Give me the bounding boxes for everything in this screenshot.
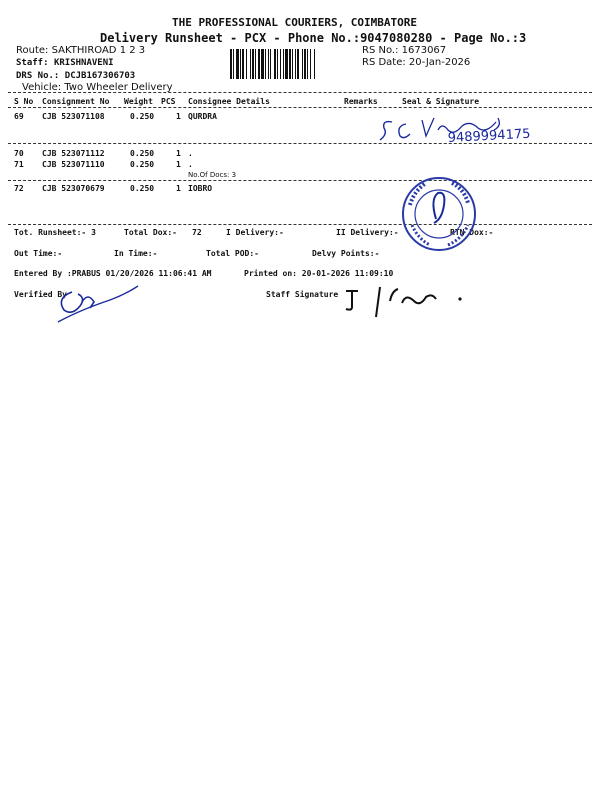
barcode (230, 49, 358, 79)
header-top-rule (8, 92, 592, 93)
rtn-dox: RTN Dox:- (450, 228, 494, 237)
barcode-bar (283, 49, 284, 79)
staff-signature-mark (344, 283, 468, 319)
barcode-bar (302, 49, 303, 79)
vehicle-label: Vehicle: (22, 82, 62, 93)
header-bottom-rule (8, 107, 592, 108)
delvy-points: Delvy Points:- (312, 249, 380, 258)
row-71-rule (8, 180, 592, 181)
barcode-bar (265, 49, 266, 79)
row-72-consignment: CJB 523070679 (42, 184, 105, 193)
barcode-bar (289, 49, 291, 79)
drs-value: DCJB167306703 (64, 71, 136, 81)
row-71-sno: 71 (14, 160, 24, 169)
col-header-remarks: Remarks (344, 97, 378, 106)
out-time: Out Time:- (14, 249, 63, 258)
col-header-sno: S No (14, 97, 34, 106)
barcode-bar (295, 49, 296, 79)
col-header-pcs: PCS (161, 97, 176, 106)
staff-value: KRISHNAVENI (53, 58, 114, 68)
col-header-consignee: Consignee Details (188, 97, 270, 106)
company-title: THE PROFESSIONAL COURIERS, COIMBATORE (172, 16, 418, 29)
row-70-weight: 0.250 (130, 149, 155, 158)
drs-info (16, 71, 135, 81)
barcode-bar (292, 49, 293, 79)
row-72-rule (8, 224, 592, 225)
i-delivery: I Delivery:- (226, 228, 284, 237)
barcode-bar (230, 49, 232, 79)
drs-label: DRS No.: (16, 71, 60, 81)
route-info (16, 45, 145, 56)
barcode-bar (304, 49, 306, 79)
barcode-bar (280, 49, 281, 79)
row-69-consignee: QURDRA (188, 112, 217, 121)
total-pod: Total POD:- (206, 249, 259, 258)
row-72-consignee: IOBRO (188, 184, 213, 193)
consignee-signature (378, 112, 588, 152)
row-71-consignment: CJB 523071110 (42, 160, 105, 169)
row-71-docs-note: No.Of Docs: 3 (188, 171, 237, 179)
row-71-pcs: 1 (176, 160, 181, 169)
barcode-bar (268, 49, 269, 79)
barcode-bar (314, 49, 315, 79)
staff-info (16, 58, 114, 68)
row-71-consignee: . (188, 160, 193, 169)
row-72-weight: 0.250 (130, 184, 155, 193)
verified-by: Verified By (14, 290, 67, 299)
verified-signature (50, 280, 146, 326)
handwritten-phone: 9489994175 (447, 126, 531, 146)
entered-by: Entered By :PRABUS 01/20/2026 11:06:41 AM (14, 269, 212, 278)
row-70-pcs: 1 (176, 149, 181, 158)
total-dox-value: 72 (192, 228, 202, 237)
ii-delivery: II Delivery:- (336, 228, 399, 237)
tot-runsheet: Tot. Runsheet:- 3 (14, 228, 96, 237)
staff-signature-label: Staff Signature (266, 290, 339, 299)
total-dox-label: Total Dox:- (124, 228, 177, 237)
staff-label: Staff: (16, 58, 49, 68)
row-72-sno: 72 (14, 184, 24, 193)
row-69-consignment: CJB 523071108 (42, 112, 105, 121)
route-label: Route: (16, 45, 49, 56)
col-header-seal: Seal & Signature (402, 97, 480, 106)
barcode-bar (297, 49, 299, 79)
row-71-weight: 0.250 (130, 160, 155, 169)
runsheet-subtitle: Delivery Runsheet - PCX - Phone No.:9047080280 - Page No.:3 (100, 31, 527, 45)
rs-number: RS No.: 1673067 (362, 45, 447, 56)
barcode-bar (258, 49, 260, 79)
barcode-bar (285, 49, 288, 79)
barcode-bar (274, 49, 276, 79)
barcode-bar (277, 49, 278, 79)
barcode-bar (252, 49, 254, 79)
vehicle-value: Two Wheeler Delivery (64, 82, 173, 93)
barcode-bar (246, 49, 247, 79)
row-72-pcs: 1 (176, 184, 181, 193)
route-value: SAKTHIROAD 1 2 3 (51, 45, 146, 56)
col-header-weight: Weight (124, 97, 153, 106)
row-69-weight: 0.250 (130, 112, 155, 121)
row-70-sno: 70 (14, 149, 24, 158)
row-70-consignment: CJB 523071112 (42, 149, 105, 158)
office-seal-stamp (400, 175, 478, 253)
in-time: In Time:- (114, 249, 158, 258)
barcode-bar (261, 49, 264, 79)
rs-date: RS Date: 20-Jan-2026 (362, 57, 471, 68)
barcode-bar (310, 49, 311, 79)
row-70-consignee: . (188, 149, 193, 158)
printed-on: Printed on: 20-01-2026 11:09:10 (244, 269, 394, 278)
barcode-bar (250, 49, 251, 79)
barcode-bar (242, 49, 244, 79)
barcode-bar (236, 49, 239, 79)
barcode-bar (307, 49, 308, 79)
row-69-pcs: 1 (176, 112, 181, 121)
barcode-bar (240, 49, 241, 79)
barcode-bar (233, 49, 234, 79)
barcode-bar (255, 49, 256, 79)
col-header-consignment: Consignment No (42, 97, 110, 106)
barcode-bar (270, 49, 271, 79)
row-69-sno: 69 (14, 112, 24, 121)
